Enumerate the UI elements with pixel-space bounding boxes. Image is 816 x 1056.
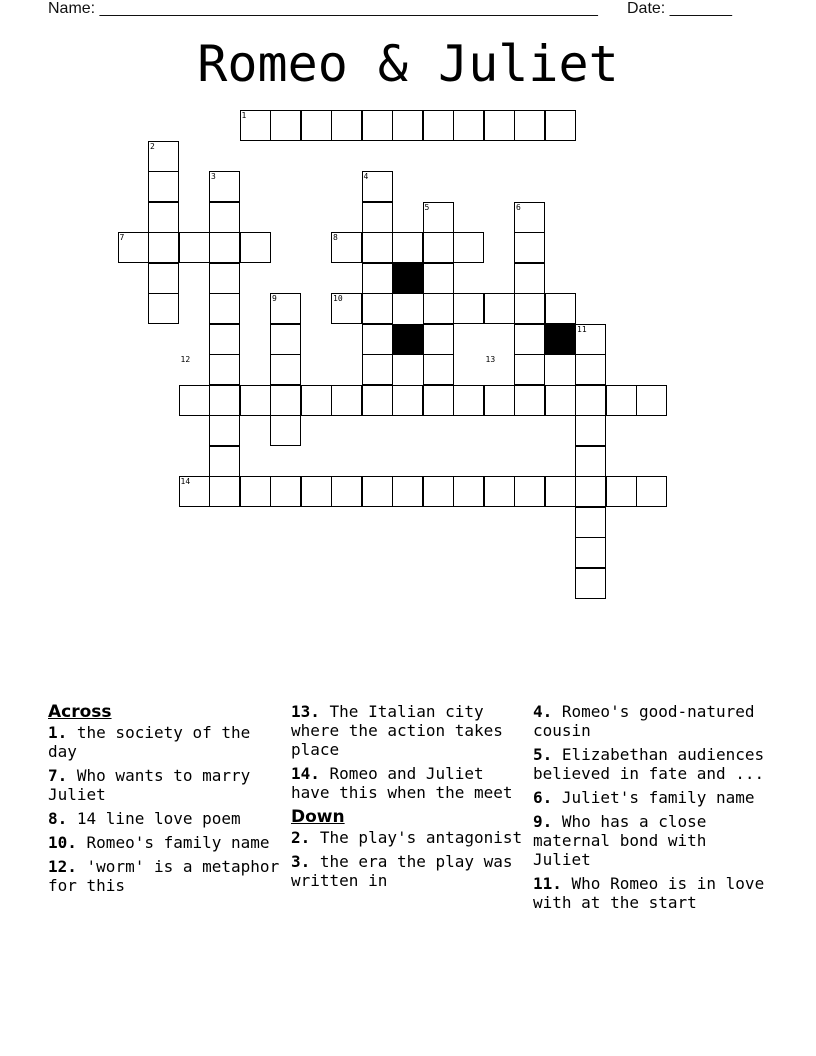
grid-cell[interactable] [575,415,606,446]
grid-cell[interactable] [209,263,240,294]
grid-cell[interactable] [240,385,271,416]
grid-cell[interactable] [575,476,606,507]
clue-item [291,702,531,759]
grid-cell[interactable] [423,232,454,263]
grid-cell[interactable] [514,476,545,507]
clue-item-text: the era the play was written in [291,852,513,890]
clue-item-number: 4. [533,702,553,721]
grid-cell[interactable] [423,110,454,141]
grid-cell[interactable] [148,263,179,294]
grid-cell[interactable] [148,202,179,233]
grid-cell[interactable] [514,354,545,385]
clue-item-number: 11. [533,874,562,893]
clue-item-number: 10. [48,833,77,852]
grid-cell[interactable] [545,385,576,416]
grid-cell[interactable] [270,354,301,385]
grid-cell[interactable] [209,446,240,477]
grid-cell[interactable] [362,385,393,416]
grid-cell[interactable] [209,324,240,355]
grid-cell[interactable] [514,324,545,355]
down-clue-list [291,828,531,890]
clue-number-3: 3 [211,172,216,181]
down-heading: Down [291,807,345,827]
clue-item-text: Romeo's family name [76,833,270,852]
grid-cell[interactable] [575,354,606,385]
grid-cell[interactable] [606,385,637,416]
clue-item-text: 14 line love poem [67,809,241,828]
grid-cell[interactable] [545,293,576,324]
clue-item [533,812,773,869]
grid-cell[interactable] [209,232,240,263]
grid-cell[interactable] [514,110,545,141]
grid-cell[interactable] [392,232,423,263]
grid-cell[interactable] [148,171,179,202]
clue-item [533,745,773,783]
clue-item-text: 'worm' is a metaphor for this [48,857,280,895]
page-title: Romeo & Juliet [197,35,619,93]
grid-cell[interactable] [209,293,240,324]
grid-cell[interactable] [606,476,637,507]
across-clue-list [48,723,288,895]
grid-block-cell [545,324,576,355]
clue-item-text: Juliet's family name [552,788,755,807]
grid-cell[interactable] [575,507,606,538]
grid-cell[interactable] [575,446,606,477]
grid-cell[interactable] [362,354,393,385]
clue-number-7: 7 [119,233,125,242]
grid-cell[interactable] [209,385,240,416]
clue-number-2: 2 [150,141,155,151]
clue-item-text: the society of the day [48,723,251,761]
grid-cell[interactable] [392,476,423,507]
grid-cell[interactable] [423,476,454,507]
across-clue-list-continued [291,702,531,802]
grid-cell[interactable] [362,263,393,294]
grid-cell[interactable] [209,476,240,507]
clue-item-number: 2. [291,828,311,847]
clue-item-number: 7. [48,766,68,785]
grid-cell[interactable] [575,385,606,416]
clue-item-text: Who Romeo is in love with at the start [533,874,765,912]
clues-column-3 [533,702,773,917]
clue-item [48,723,288,761]
date-field-label: Date: _______ [627,0,732,17]
grid-cell[interactable] [362,324,393,355]
clue-item-number: 13. [291,702,320,721]
clue-item-number: 14. [291,764,320,783]
clue-item-number: 12. [48,857,77,876]
grid-cell[interactable] [392,385,423,416]
clue-item-number: 6. [533,788,553,807]
grid-cell[interactable] [331,385,362,416]
grid-cell[interactable] [453,293,484,324]
grid-block-cell [392,324,423,355]
grid-cell[interactable] [209,354,240,385]
grid-cell[interactable] [545,110,576,141]
grid-cell[interactable] [423,263,454,294]
grid-cell[interactable] [362,202,393,233]
clue-number-13: 13 [485,355,496,364]
grid-cell[interactable] [331,110,362,141]
grid-cell[interactable] [209,202,240,233]
clue-number-6: 6 [516,202,521,212]
clue-item [291,764,531,802]
clue-item-number: 9. [533,812,553,831]
grid-cell[interactable] [453,232,484,263]
name-field-label: Name: ________________________________________________________ [48,0,598,17]
grid-cell[interactable] [514,263,545,294]
clue-item [533,874,773,912]
grid-cell[interactable] [270,415,301,446]
clue-item-text: The play's antagonist [310,828,523,847]
clue-item-number: 1. [48,723,68,742]
grid-cell[interactable] [484,385,515,416]
clue-item-text: Who wants to marry Juliet [48,766,251,804]
grid-cell[interactable] [270,324,301,355]
grid-cell[interactable] [209,415,240,446]
clue-item [291,828,531,847]
clue-item-text: Elizabethan audiences believed in fate and ... [533,745,765,783]
grid-cell[interactable] [484,293,515,324]
across-heading: Across [48,702,112,722]
clue-item [48,766,288,804]
grid-cell[interactable] [179,232,210,263]
clue-item-number: 3. [291,852,311,871]
grid-cell[interactable] [362,110,393,141]
grid-cell[interactable] [514,232,545,263]
grid-cell[interactable] [179,385,210,416]
grid-cell[interactable] [270,385,301,416]
grid-cell[interactable] [453,385,484,416]
clue-item-text: Who has a close maternal bond with Juliet [533,812,707,869]
clue-item-text: Romeo's good-natured cousin [533,702,755,740]
clue-item-text: Romeo and Juliet have this when the meet [291,764,513,802]
clue-number-5: 5 [424,202,430,212]
clue-item [533,702,773,740]
grid-cell[interactable] [453,476,484,507]
grid-cell[interactable] [575,568,606,599]
grid-cell[interactable] [423,324,454,355]
grid-cell[interactable] [301,385,332,416]
grid-cell[interactable] [423,293,454,324]
grid-cell[interactable] [514,293,545,324]
grid-cell[interactable] [514,385,545,416]
clue-item-number: 5. [533,745,553,764]
grid-cell[interactable] [331,476,362,507]
grid-cell[interactable] [545,476,576,507]
clue-number-12: 12 [180,355,191,364]
grid-block-cell [392,263,423,294]
grid-cell[interactable] [575,537,606,568]
grid-cell[interactable] [301,110,332,141]
grid-cell[interactable] [270,476,301,507]
clue-item [48,857,288,895]
grid-cell[interactable] [392,110,423,141]
grid-cell[interactable] [423,354,454,385]
grid-cell[interactable] [362,293,393,324]
grid-cell[interactable] [362,232,393,263]
clue-number-8: 8 [333,233,338,242]
clue-number-10: 10 [333,294,343,303]
grid-cell[interactable] [240,476,271,507]
grid-cell[interactable] [484,476,515,507]
clue-item [48,833,288,852]
grid-cell[interactable] [636,385,667,416]
grid-cell[interactable] [148,232,179,263]
clue-number-14: 14 [180,477,191,486]
down-clue-list-continued [533,702,773,912]
grid-cell[interactable] [240,232,271,263]
clue-number-9: 9 [272,294,277,303]
clue-item [48,809,288,828]
clues-column-2 [291,702,531,895]
clue-number-1: 1 [241,111,247,120]
grid-cell[interactable] [423,385,454,416]
grid-cell[interactable] [148,293,179,324]
clue-item [533,788,773,807]
grid-cell[interactable] [270,110,301,141]
clue-number-11: 11 [577,324,587,334]
grid-cell[interactable] [484,110,515,141]
grid-cell[interactable] [636,476,667,507]
clue-item-number: 8. [48,809,68,828]
clue-item [291,852,531,890]
clue-number-4: 4 [363,172,369,181]
grid-cell[interactable] [301,476,332,507]
clue-item-text: The Italian city where the action takes place [291,702,503,759]
grid-cell[interactable] [453,110,484,141]
grid-cell[interactable] [362,476,393,507]
clues-column-1 [48,702,288,900]
